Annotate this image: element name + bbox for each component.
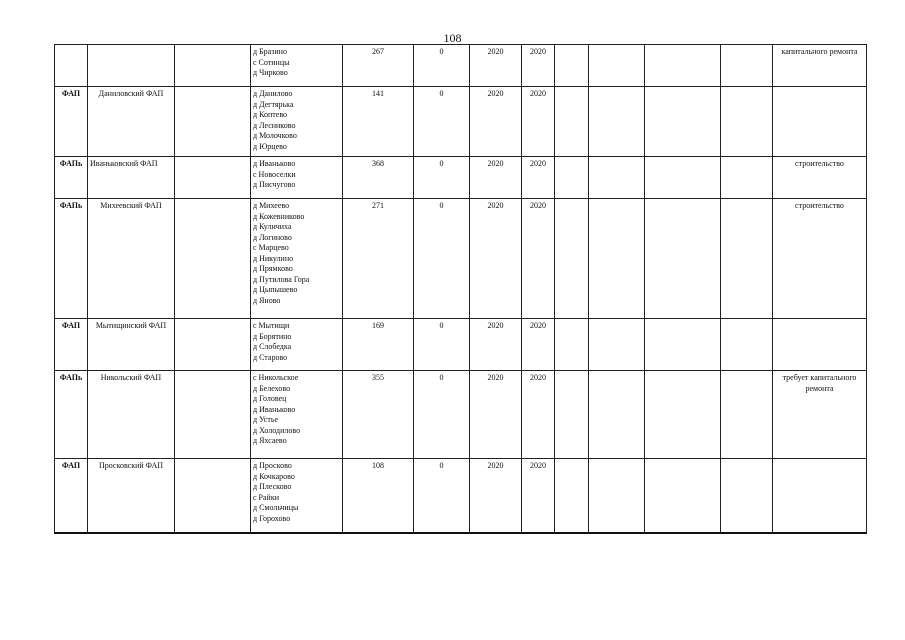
village-name: д Холодилово (253, 425, 301, 435)
zero-cell: 0 (414, 45, 470, 87)
facility-name-cell: Михеевский ФАП (88, 199, 175, 319)
village-name: д Белехово (253, 383, 291, 393)
note-cell (773, 319, 867, 371)
village-name: д Чирково (253, 68, 288, 77)
empty-cell (589, 87, 645, 157)
table-row (55, 371, 867, 459)
year-start-cell: 2020 (470, 459, 522, 533)
empty-cell (645, 157, 721, 199)
empty-cell (721, 199, 773, 319)
zero-cell: 0 (414, 157, 470, 199)
village-name: д Просково (253, 461, 292, 470)
facility-type-cell: ФАП (55, 319, 88, 371)
empty-cell (721, 319, 773, 371)
village-name: д Яново (253, 295, 281, 305)
village-name: с Мытищи (253, 321, 290, 330)
population-cell: 267 (343, 45, 414, 87)
zero-cell: 0 (414, 87, 470, 157)
population-cell: 368 (343, 157, 414, 199)
empty-cell (645, 459, 721, 533)
village-name: д Кожевниково (253, 211, 305, 221)
village-name: с Марцево (253, 243, 289, 252)
empty-cell (721, 371, 773, 459)
village-name: д Куличиха (253, 222, 292, 231)
empty-cell (589, 459, 645, 533)
empty-cell (645, 319, 721, 371)
village-name: д Дегтярька (253, 99, 294, 109)
village-name: с Сотинцы (253, 57, 290, 67)
year-end-cell: 2020 (522, 459, 555, 533)
facility-type-cell: ФАПь (55, 199, 88, 319)
population-cell: 271 (343, 199, 414, 319)
village-name: д Бразино (253, 47, 287, 56)
year-end-cell: 2020 (522, 371, 555, 459)
year-start-cell: 2020 (470, 87, 522, 157)
empty-cell (721, 459, 773, 533)
empty-cell (645, 45, 721, 87)
village-name: д Борятино (253, 331, 292, 341)
empty-cell (721, 87, 773, 157)
village-name: д Яхсаево (253, 436, 287, 445)
empty-cell (721, 157, 773, 199)
village-name: д Данилово (253, 89, 293, 98)
village-name: д Писчугово (253, 180, 296, 189)
note-cell: капитального ремонта (773, 45, 867, 87)
empty-cell (555, 319, 589, 371)
empty-cell (175, 199, 251, 319)
empty-cell (175, 319, 251, 371)
zero-cell: 0 (414, 199, 470, 319)
empty-cell (555, 459, 589, 533)
village-name: д Кочкарово (253, 471, 295, 481)
facility-name-cell: Никольский ФАП (88, 371, 175, 459)
table-row (55, 459, 867, 533)
table-row (55, 87, 867, 157)
table-row (55, 157, 867, 199)
year-end-cell: 2020 (522, 157, 555, 199)
note-cell (773, 459, 867, 533)
village-name: д Никулино (253, 253, 294, 263)
population-cell: 169 (343, 319, 414, 371)
year-end-cell: 2020 (522, 319, 555, 371)
village-name: д Головец (253, 394, 287, 403)
note-cell: строительство (773, 199, 867, 319)
empty-cell (645, 87, 721, 157)
zero-cell: 0 (414, 371, 470, 459)
village-name: д Коптево (253, 110, 288, 119)
facility-name-cell: Мытищинский ФАП (88, 319, 175, 371)
village-name: д Смольчицы (253, 503, 299, 512)
village-name: с Райки (253, 492, 279, 502)
facility-type-cell: ФАП (55, 87, 88, 157)
village-name: д Цыпышево (253, 285, 298, 294)
village-name: д Прямково (253, 264, 293, 273)
village-name: д Иваньково (253, 404, 296, 414)
facility-name-cell: Даниловский ФАП (88, 87, 175, 157)
empty-cell (175, 87, 251, 157)
year-end-cell: 2020 (522, 45, 555, 87)
note-cell: требует капитального ремонта (773, 371, 867, 459)
empty-cell (175, 45, 251, 87)
year-end-cell: 2020 (522, 87, 555, 157)
empty-cell (589, 319, 645, 371)
empty-cell (555, 157, 589, 199)
village-name: д Иваньково (253, 159, 296, 168)
facility-name-cell: Просковский ФАП (88, 459, 175, 533)
page-number: 108 (443, 31, 462, 45)
village-name: д Молочково (253, 131, 297, 140)
facility-type-cell: ФАПь (55, 371, 88, 459)
empty-cell (555, 87, 589, 157)
empty-cell (175, 459, 251, 533)
villages-cell (251, 87, 343, 157)
village-name: д Слобедка (253, 342, 292, 351)
empty-cell (645, 371, 721, 459)
facility-type-cell: ФАП (55, 459, 88, 533)
village-name: д Михеево (253, 201, 290, 210)
empty-cell (721, 45, 773, 87)
table-row (55, 319, 867, 371)
year-start-cell: 2020 (470, 319, 522, 371)
village-name: д Логиново (253, 232, 292, 242)
population-cell: 141 (343, 87, 414, 157)
table-row (55, 45, 867, 87)
year-start-cell: 2020 (470, 45, 522, 87)
empty-cell (175, 157, 251, 199)
empty-cell (555, 45, 589, 87)
facility-name-cell: Иваньковский ФАП (88, 157, 175, 199)
facility-type-cell: ФАПь (55, 157, 88, 199)
empty-cell (589, 157, 645, 199)
empty-cell (589, 371, 645, 459)
population-cell: 108 (343, 459, 414, 533)
village-name: с Никольское (253, 373, 299, 382)
villages-cell (251, 371, 343, 459)
year-start-cell: 2020 (470, 199, 522, 319)
year-end-cell: 2020 (522, 199, 555, 319)
village-name: д Плесково (253, 482, 292, 491)
year-start-cell: 2020 (470, 157, 522, 199)
facility-type-cell (55, 45, 88, 87)
empty-cell (645, 199, 721, 319)
empty-cell (589, 45, 645, 87)
village-name: д Лесниково (253, 120, 296, 130)
zero-cell: 0 (414, 319, 470, 371)
village-name: с Новоселки (253, 169, 296, 179)
empty-cell (175, 371, 251, 459)
village-name: д Юрцево (253, 141, 287, 151)
village-name: д Путилова Гора (253, 274, 310, 284)
note-cell (773, 87, 867, 157)
empty-cell (555, 199, 589, 319)
village-name: д Устье (253, 415, 279, 424)
village-name: д Горохово (253, 513, 291, 523)
villages-cell (251, 45, 343, 87)
year-start-cell: 2020 (470, 371, 522, 459)
empty-cell (555, 371, 589, 459)
villages-cell (251, 319, 343, 371)
table-row (55, 199, 867, 319)
village-name: д Старово (253, 352, 288, 362)
zero-cell: 0 (414, 459, 470, 533)
empty-cell (589, 199, 645, 319)
facilities-table (54, 44, 867, 534)
villages-cell (251, 459, 343, 533)
villages-cell (251, 199, 343, 319)
villages-cell (251, 157, 343, 199)
population-cell: 355 (343, 371, 414, 459)
facility-name-cell (88, 45, 175, 87)
note-cell: строительство (773, 157, 867, 199)
